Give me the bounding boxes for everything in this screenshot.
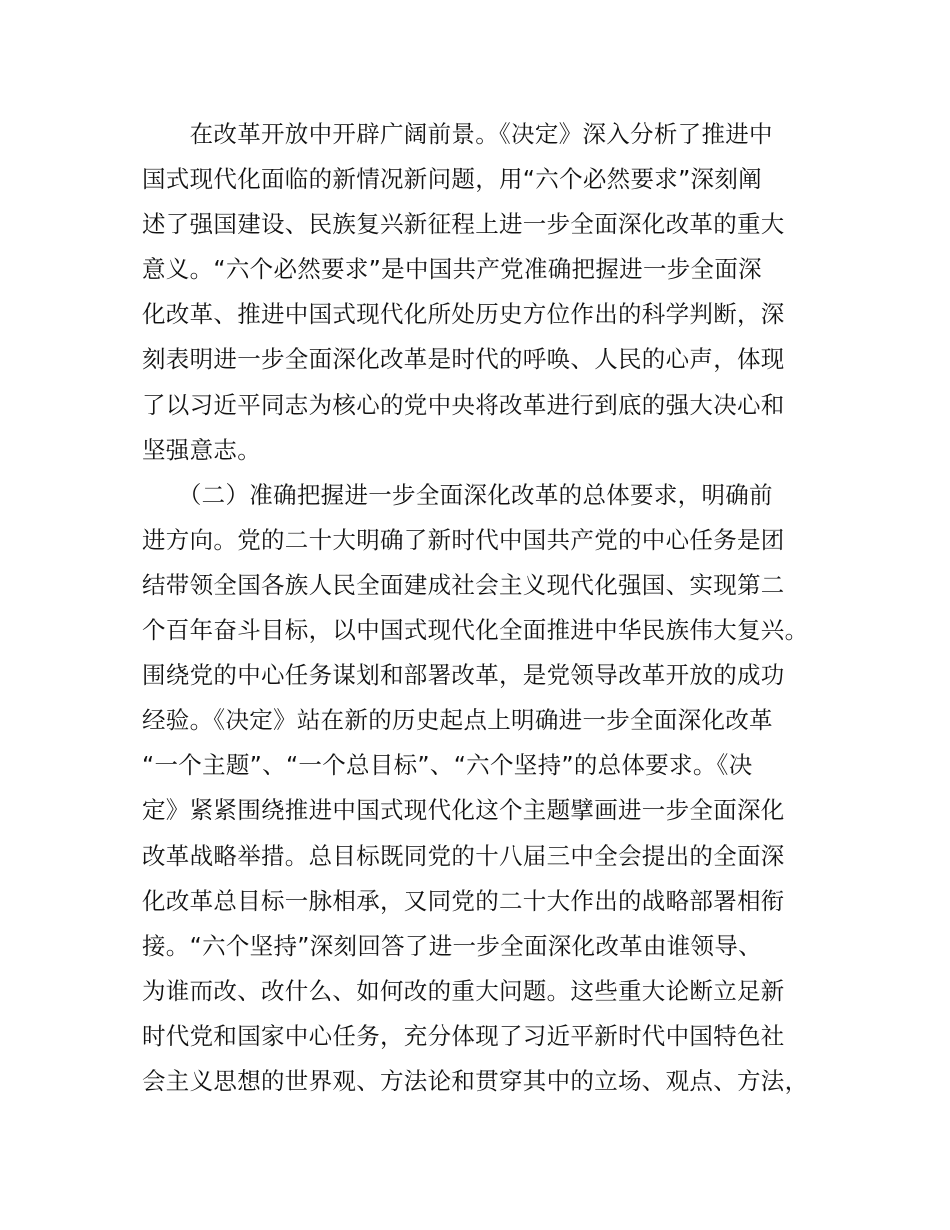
text-line: （二）准确把握进一步全面深化改革的总体要求，明确前: [142, 480, 773, 509]
text-line: 述了强国建设、民族复兴新征程上进一步全面深化改革的重大: [142, 210, 785, 239]
text-line: “一个主题”、“一个总目标”、“六个坚持”的总体要求。《决: [142, 751, 753, 780]
body-text: [142, 112, 832, 1104]
text-line: 进方向。党的二十大明确了新时代中国共产党的中心任务是团: [142, 525, 785, 554]
text-line: 刻表明进一步全面深化改革是时代的呼唤、人民的心声，体现: [142, 345, 785, 374]
text-line: 会主义思想的世界观、方法论和贯穿其中的立场、观点、方法，: [142, 1066, 809, 1095]
text-line: 了以习近平同志为核心的党中央将改革进行到底的强大决心和: [142, 390, 785, 419]
text-line: 结带领全国各族人民全面建成社会主义现代化强国、实现第二: [142, 570, 785, 599]
text-line: 改革战略举措。总目标既同党的十八届三中全会提出的全面深: [142, 841, 785, 870]
text-line: 国式现代化面临的新情况新问题，用“六个必然要求”深刻阐: [142, 165, 762, 194]
text-line: 时代党和国家中心任务，充分体现了习近平新时代中国特色社: [142, 1021, 785, 1050]
text-line: 意义。“六个必然要求”是中国共产党准确把握进一步全面深: [142, 255, 762, 284]
text-line: 经验。《决定》站在新的历史起点上明确进一步全面深化改革: [142, 706, 773, 735]
text-line: 在改革开放中开辟广阔前景。《决定》深入分析了推进中: [142, 120, 773, 148]
paragraph-overall-requirements: [142, 473, 832, 1104]
text-line: 为谁而改、改什么、如何改的重大问题。这些重大论断立足新: [142, 976, 785, 1005]
paragraph-reform-prospects: [142, 112, 832, 473]
text-line: 坚强意志。: [142, 435, 261, 464]
text-line: 化改革总目标一脉相承，又同党的二十大作出的战略部署相衔: [142, 886, 785, 915]
text-line: 接。“六个坚持”深刻回答了进一步全面深化改革由谁领导、: [142, 931, 762, 960]
text-line: 个百年奋斗目标，以中国式现代化全面推进中华民族伟大复兴。: [142, 616, 809, 645]
text-line: 化改革、推进中国式现代化所处历史方位作出的科学判断，深: [142, 300, 785, 329]
text-line: 定》紧紧围绕推进中国式现代化这个主题擘画进一步全面深化: [142, 796, 785, 825]
text-line: 围绕党的中心任务谋划和部署改革，是党领导改革开放的成功: [142, 661, 785, 690]
